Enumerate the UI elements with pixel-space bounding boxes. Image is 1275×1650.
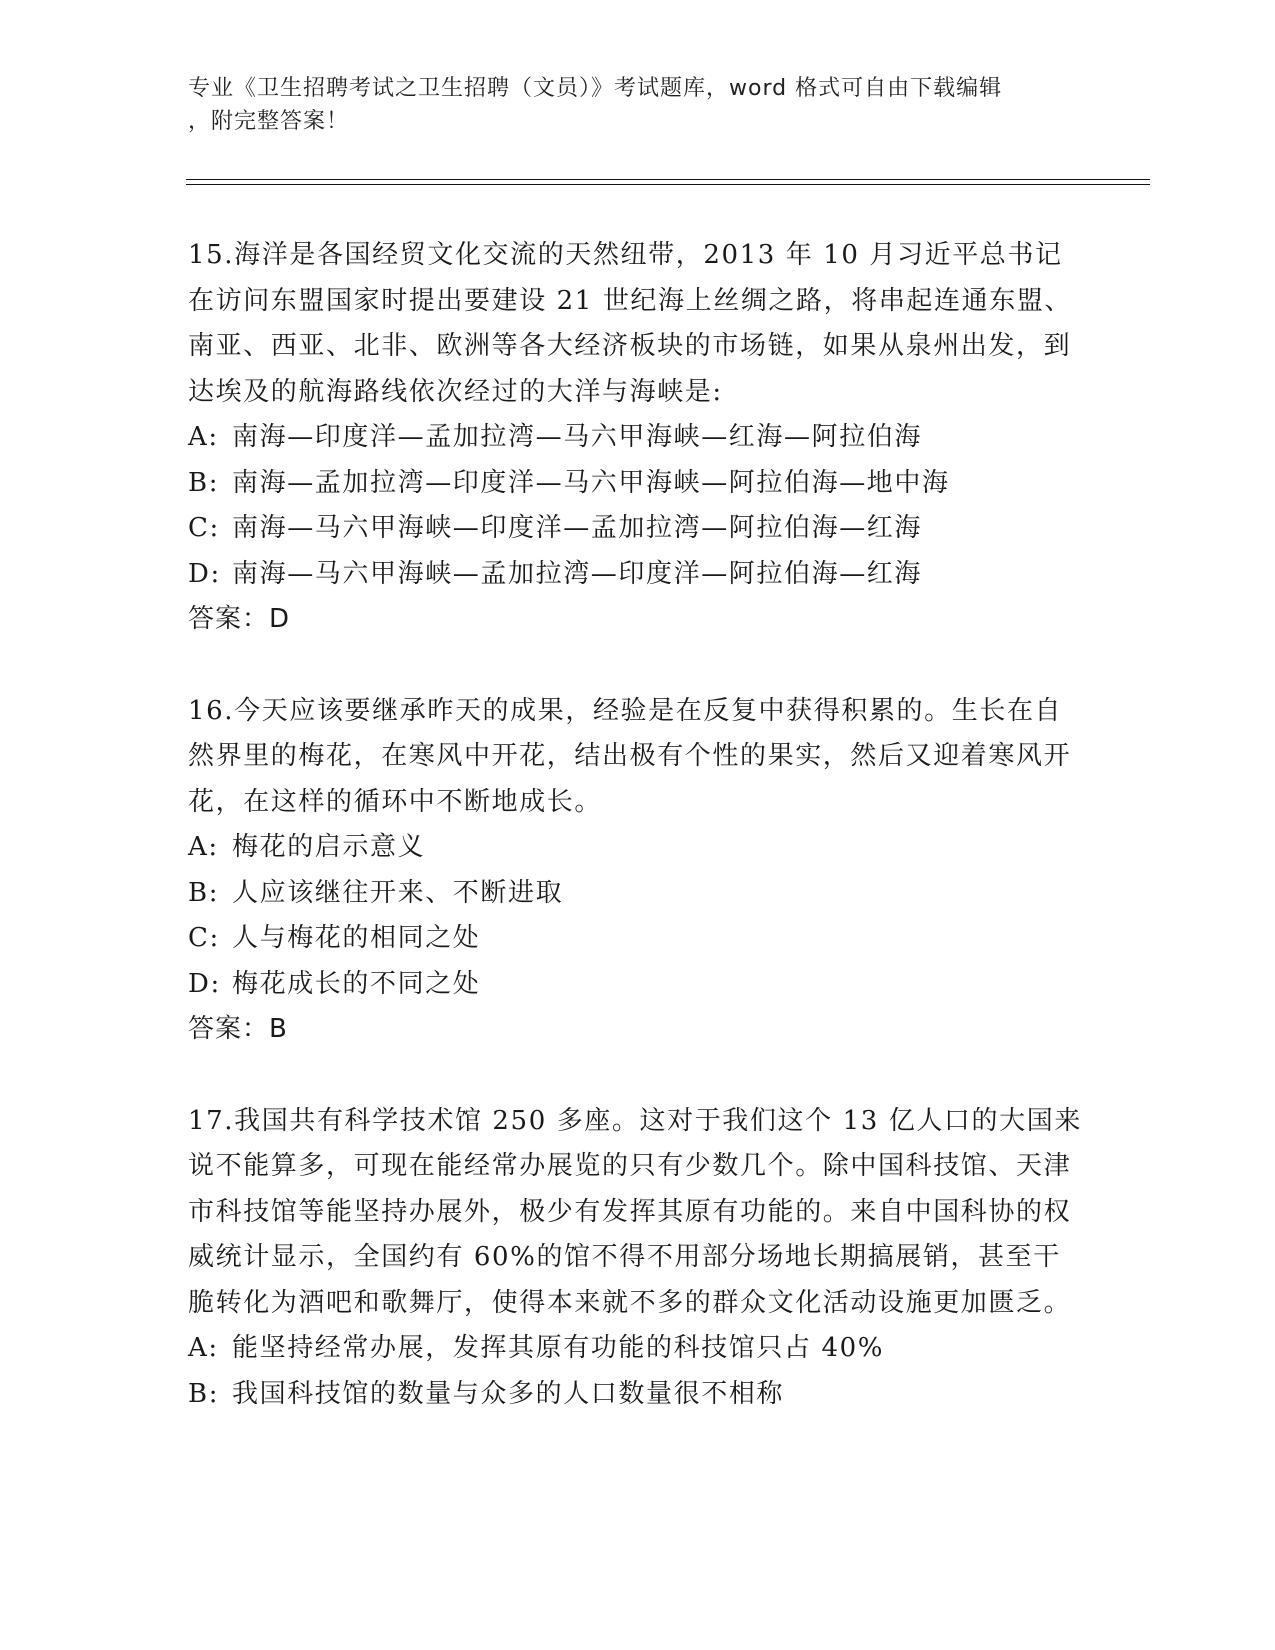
option-key: B: (188, 1378, 220, 1409)
question-stem: 17.我国共有科学技术馆 250 多座。这对于我们这个 13 亿人口的大国来说不能算多，可现在能经常办展览的只有少数几个。除中国科技馆、天津市科技馆等能坚持办展外，极少有发挥其原有功能的。来自中国科协的权威统计显示，全国约有 60%的馆不得不用部分场地长期搞展销，甚至干脆转化为酒吧和歌舞厅，使得本来就不多的群众文化活动设施更加匮乏。 (188, 1105, 1082, 1318)
option-text: 南海—马六甲海峡—孟加拉湾—印度洋—阿拉伯海—红海 (232, 558, 923, 589)
question-stem: 15.海洋是各国经贸文化交流的天然纽带，2013 年 10 月习近平总书记在访问东盟国家时提出要建设 21 世纪海上丝绸之路，将串起连通东盟、南亚、西亚、北非、欧洲等各大经济板块的市场链，如果从泉州出发，到达埃及的航海路线依次经过的大洋与海峡是: (188, 240, 1073, 407)
answer-label: 答案：B (188, 1014, 288, 1044)
option-b (188, 1372, 1088, 1418)
option-text: 梅花的启示意义 (232, 832, 426, 862)
option-text: 南海—印度洋—孟加拉湾—马六甲海峡—红海—阿拉伯海 (232, 422, 923, 452)
option-b (188, 871, 1088, 917)
option-key: B: (188, 877, 220, 908)
option-a (188, 1326, 1088, 1372)
option-text: 人与梅花的相同之处 (232, 923, 481, 953)
option-key: D: (188, 968, 221, 999)
option-c (188, 916, 1088, 962)
option-key: B: (188, 467, 220, 498)
option-a (188, 415, 1088, 461)
question-15 (188, 233, 1088, 643)
option-text: 梅花成长的不同之处 (232, 968, 481, 999)
option-key: A: (188, 832, 219, 862)
option-text: 南海—孟加拉湾—印度洋—马六甲海峡—阿拉伯海—地中海 (232, 467, 950, 498)
question-stem: 16.今天应该要继承昨天的成果，经验是在反复中获得积累的。生长在自然界里的梅花，在寒风中开花，结出极有个性的果实，然后又迎着寒风开花，在这样的循环中不断地成长。 (188, 695, 1072, 817)
question-list (188, 233, 1088, 1463)
question-16 (188, 689, 1088, 1053)
document-header (188, 72, 1078, 138)
question-17 (188, 1099, 1088, 1418)
answer-label: 答案：D (188, 604, 291, 634)
option-c (188, 506, 1088, 552)
option-key: C: (188, 923, 220, 953)
header-divider-top (186, 179, 1150, 180)
option-text: 能坚持经常办展，发挥其原有功能的科技馆只占 40% (232, 1333, 885, 1363)
option-key: A: (188, 422, 219, 452)
option-d (188, 552, 1088, 598)
header-line-2: ，附完整答案！ (188, 109, 350, 134)
option-key: D: (188, 558, 221, 589)
option-text: 人应该继往开来、不断进取 (232, 877, 564, 908)
option-key: C: (188, 513, 220, 543)
header-line-1: 专业《卫生招聘考试之卫生招聘（文员）》考试题库，word 格式可自由下载编辑 (188, 76, 1003, 101)
option-text: 南海—马六甲海峡—印度洋—孟加拉湾—阿拉伯海—红海 (232, 513, 923, 543)
option-d (188, 962, 1088, 1008)
option-a (188, 825, 1088, 871)
header-divider-bottom (186, 184, 1150, 185)
option-key: A: (188, 1333, 219, 1363)
option-text: 我国科技馆的数量与众多的人口数量很不相称 (232, 1378, 785, 1409)
option-b (188, 461, 1088, 507)
